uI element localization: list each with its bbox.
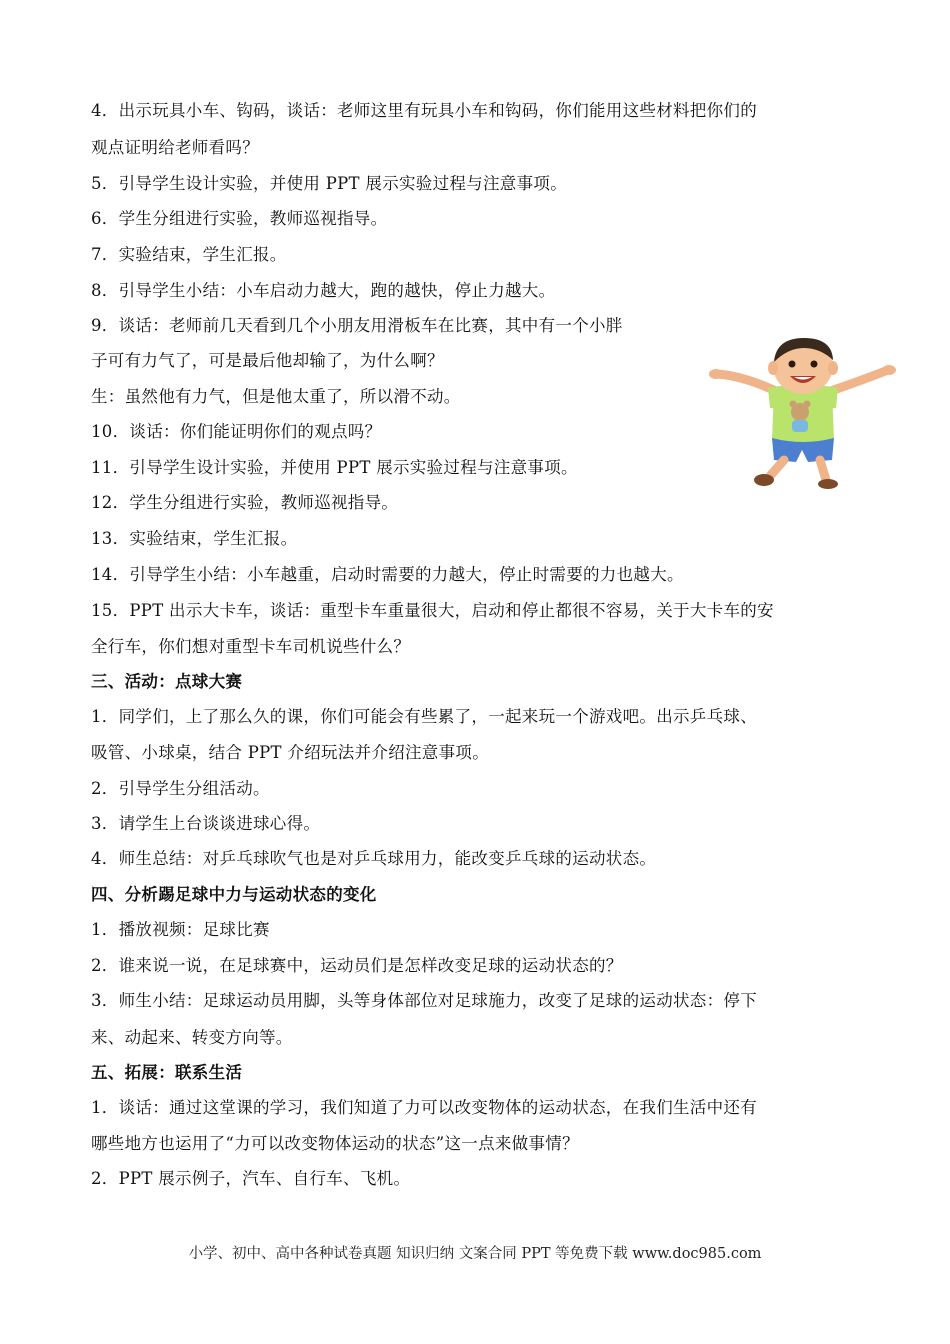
- paragraph-line: 8．引导学生小结：小车启动力越大，跑的越快，停止力越大。: [91, 281, 556, 300]
- section-heading: 三、活动：点球大赛: [91, 672, 243, 691]
- section-heading: 五、拓展：联系生活: [91, 1063, 243, 1082]
- paragraph-line: 哪些地方也运用了“力可以改变物体运动的状态”这一点来做事情？: [91, 1134, 579, 1153]
- paragraph-line: 来、动起来、转变方向等。: [91, 1028, 293, 1047]
- paragraph-line: 4．出示玩具小车、钩码，谈话：老师这里有玩具小车和钩码，你们能用这些材料把你们的: [91, 101, 757, 120]
- paragraph-line: 13．实验结束，学生汇报。: [91, 529, 298, 548]
- paragraph-line: 9．谈话：老师前几天看到几个小朋友用滑板车在比赛，其中有一个小胖: [91, 316, 623, 335]
- paragraph-line: 14．引导学生小结：小车越重，启动时需要的力越大，停止时需要的力也越大。: [91, 565, 684, 584]
- paragraph-line: 子可有力气了，可是最后他却输了，为什么啊？: [91, 351, 444, 370]
- paragraph-line: 2．引导学生分组活动。: [91, 779, 270, 798]
- paragraph-line: 11．引导学生设计实验，并使用 PPT 展示实验过程与注意事项。: [91, 458, 578, 477]
- paragraph-line: 3．请学生上台谈谈进球心得。: [91, 814, 321, 833]
- section-heading: 四、分析踢足球中力与运动状态的变化: [91, 885, 377, 904]
- paragraph-line: 12．学生分组进行实验，教师巡视指导。: [91, 493, 399, 512]
- paragraph-line: 5．引导学生设计实验，并使用 PPT 展示实验过程与注意事项。: [91, 174, 567, 193]
- paragraph-line: 1．播放视频：足球比赛: [91, 920, 270, 939]
- paragraph-line: 2．谁来说一说，在足球赛中，运动员们是怎样改变足球的运动状态的？: [91, 956, 623, 975]
- paragraph-line: 1．同学们，上了那么久的课，你们可能会有些累了，一起来玩一个游戏吧。出示乒乓球、: [91, 707, 757, 726]
- paragraph-line: 4．师生总结：对乒乓球吹气也是对乒乓球用力，能改变乒乓球的运动状态。: [91, 849, 657, 868]
- paragraph-line: 2．PPT 展示例子，汽车、自行车、飞机。: [91, 1169, 411, 1188]
- paragraph-line: 1．谈话：通过这堂课的学习，我们知道了力可以改变物体的运动状态，在我们生活中还有: [91, 1098, 757, 1117]
- paragraph-line: 15．PPT 出示大卡车，谈话：重型卡车重量很大，启动和停止都很不容易，关于大卡车的安: [91, 601, 774, 620]
- paragraph-line: 3．师生小结：足球运动员用脚，头等身体部位对足球施力，改变了足球的运动状态：停下: [91, 991, 757, 1010]
- page-footer: 小学、初中、高中各种试卷真题 知识归纳 文案合同 PPT 等免费下载 www.doc985.com: [188, 1246, 762, 1262]
- paragraph-line: 吸管、小球桌，结合 PPT 介绍玩法并介绍注意事项。: [91, 743, 489, 762]
- paragraph-line: 生：虽然他有力气，但是他太重了，所以滑不动。: [91, 387, 461, 406]
- paragraph-line: 观点证明给老师看吗？: [91, 138, 259, 157]
- paragraph-line: 10．谈话：你们能证明你们的观点吗？: [91, 422, 382, 441]
- paragraph-line: 6．学生分组进行实验，教师巡视指导。: [91, 209, 388, 228]
- paragraph-line: 7．实验结束，学生汇报。: [91, 245, 287, 264]
- cartoon-boy-illustration: [708, 330, 898, 490]
- paragraph-line: 全行车，你们想对重型卡车司机说些什么？: [91, 637, 411, 656]
